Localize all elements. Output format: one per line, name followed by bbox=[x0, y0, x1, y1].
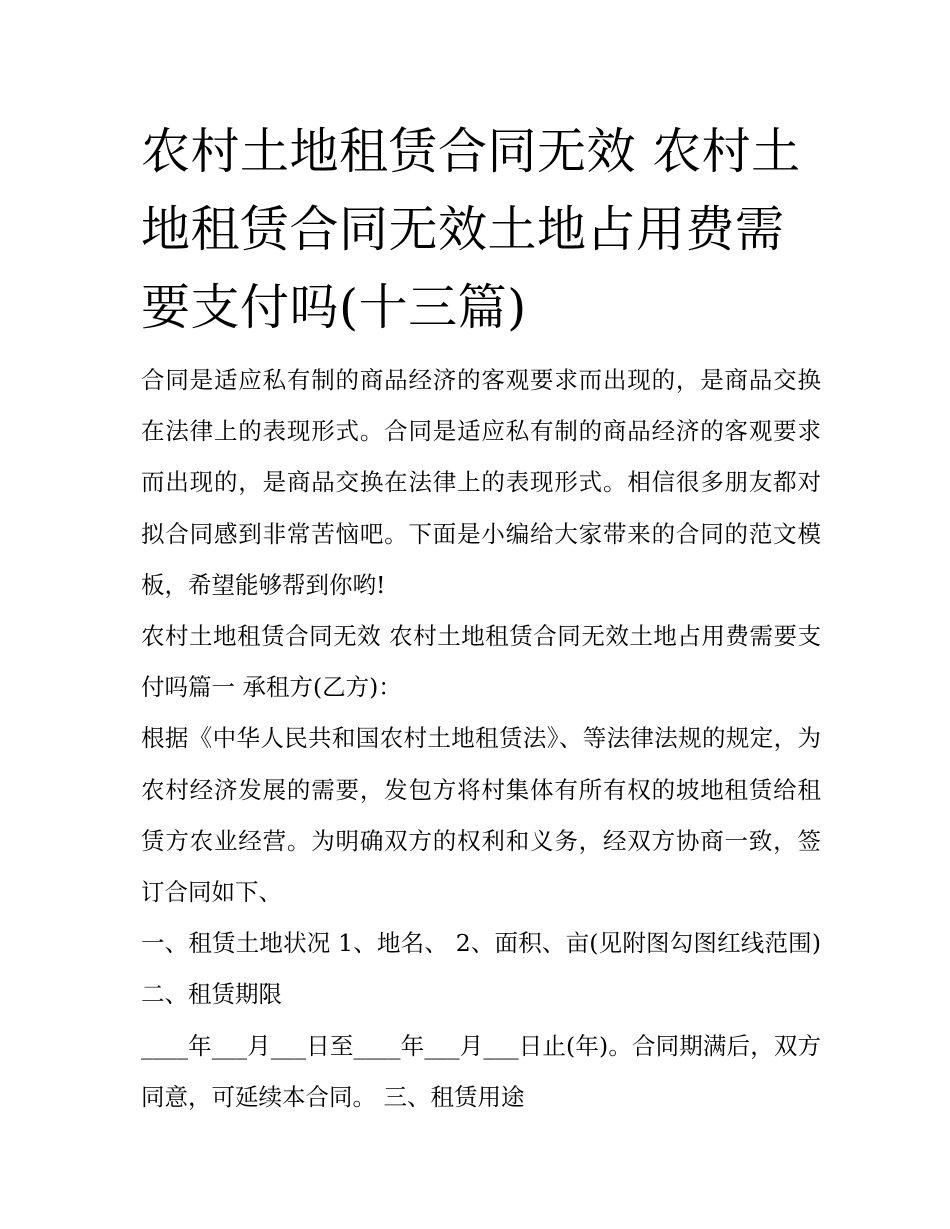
document-body bbox=[141, 355, 821, 1123]
section-heading: 农村土地租赁合同无效 农村土地租赁合同无效土地占用费需要支付吗篇一 承租方(乙方)： bbox=[141, 622, 821, 702]
contract-preamble: 根据《中华人民共和国农村土地租赁法》、等法律法规的规定，为农村经济发展的需要，发包方将村集体有所有权的坡地租赁给租赁方农业经营。为明确双方的权利和义务，经双方协商一致，签订合同如下、 bbox=[141, 724, 821, 907]
intro-paragraph: 合同是适应私有制的商品经济的客观要求而出现的，是商品交换在法律上的表现形式。合同是适应私有制的商品经济的客观要求而出现的，是商品交换在法律上的表现形式。相信很多朋友都对拟合同感到非常苦恼吧。下面是小编给大家带来的合同的范文模板，希望能够帮到你哟! bbox=[141, 366, 821, 599]
document-title: 农村土地租赁合同无效 农村土地租赁合同无效土地占用费需要支付吗(十三篇) bbox=[141, 123, 801, 336]
clause-land-and-term: 一、租赁土地状况 1、地名、 2、面积、亩(见附图勾图红线范围) 二、租赁期限 bbox=[141, 929, 821, 1009]
clause-lease-period: ____年___月___日至____年___月___日止(年)。合同期满后，双方同意，可延续本合同。 三、租赁用途 bbox=[141, 1031, 821, 1111]
